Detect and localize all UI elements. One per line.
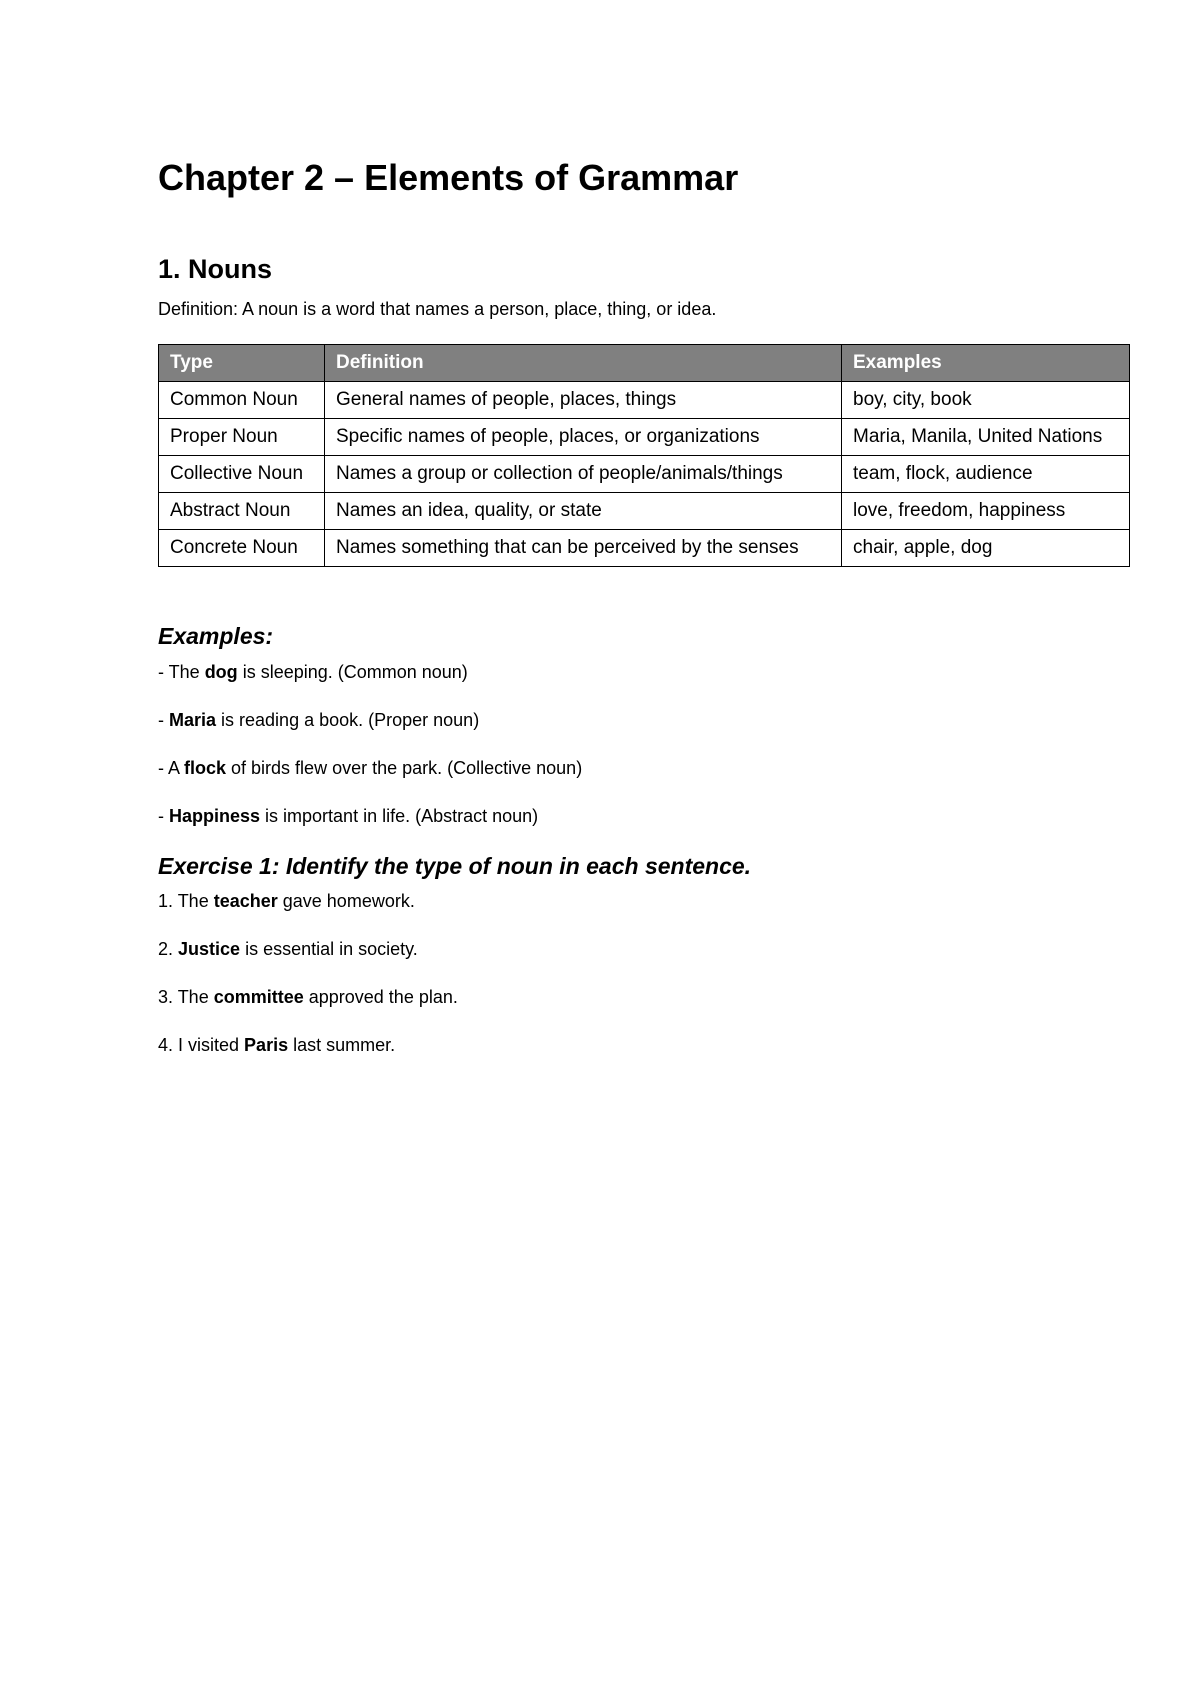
table-cell-definition: General names of people, places, things: [325, 382, 842, 419]
example-noun: Maria: [169, 709, 217, 730]
table-row: [159, 382, 1130, 419]
exercise-item: 3. The committee approved the plan.: [158, 987, 458, 1008]
table-cell-type: Concrete Noun: [159, 530, 325, 567]
example-item: - Happiness is important in life. (Abstract noun): [158, 805, 539, 826]
exercise-item: 1. The teacher gave homework.: [158, 891, 415, 912]
exercise-noun: Justice: [178, 939, 241, 960]
example-noun: dog: [204, 661, 238, 682]
exercise-noun: Paris: [244, 1035, 289, 1056]
table-cell-examples: Maria, Manila, United Nations: [842, 419, 1130, 456]
table-header-type: Type: [159, 345, 325, 382]
example-item: - The dog is sleeping. (Common noun): [158, 661, 468, 682]
examples-heading: Examples:: [158, 623, 274, 650]
table-row: [159, 419, 1130, 456]
table-cell-examples: love, freedom, happiness: [842, 493, 1130, 530]
chapter-title: Chapter 2 – Elements of Grammar: [158, 157, 739, 198]
table-cell-type: Abstract Noun: [159, 493, 325, 530]
table-cell-examples: team, flock, audience: [842, 456, 1130, 493]
table-cell-definition: Specific names of people, places, or organizations: [325, 419, 842, 456]
example-item: - A flock of birds flew over the park. (Collective noun): [158, 757, 583, 778]
noun-definition: Definition: A noun is a word that names a person, place, thing, or idea.: [158, 298, 717, 319]
table-cell-definition: Names a group or collection of people/animals/things: [325, 456, 842, 493]
table-header-examples: Examples: [842, 345, 1130, 382]
exercise-item: 4. I visited Paris last summer.: [158, 1035, 396, 1056]
noun-types-table: [158, 344, 1130, 567]
exercise-heading: Exercise 1: Identify the type of noun in each sentence.: [158, 852, 752, 879]
table-cell-type: Collective Noun: [159, 456, 325, 493]
section-title: 1. Nouns: [158, 254, 273, 285]
exercise-noun: committee: [213, 987, 304, 1008]
table-row: [159, 530, 1130, 567]
table-cell-examples: boy, city, book: [842, 382, 1130, 419]
exercise-noun: teacher: [213, 891, 278, 912]
table-row: [159, 456, 1130, 493]
exercise-section: [158, 853, 1128, 1057]
table-cell-type: Proper Noun: [159, 419, 325, 456]
exercise-item: 2. Justice is essential in society.: [158, 939, 418, 960]
table-row: [159, 493, 1130, 530]
table-cell-definition: Names something that can be perceived by the senses: [325, 530, 842, 567]
table-header-definition: Definition: [325, 345, 842, 382]
table-cell-definition: Names an idea, quality, or state: [325, 493, 842, 530]
table-cell-type: Common Noun: [159, 382, 325, 419]
example-noun: flock: [184, 757, 227, 778]
example-item: - Maria is reading a book. (Proper noun): [158, 709, 480, 730]
example-noun: Happiness: [169, 805, 261, 826]
examples-section: [158, 623, 1128, 827]
table-header-row: [159, 345, 1130, 382]
table-cell-examples: chair, apple, dog: [842, 530, 1130, 567]
